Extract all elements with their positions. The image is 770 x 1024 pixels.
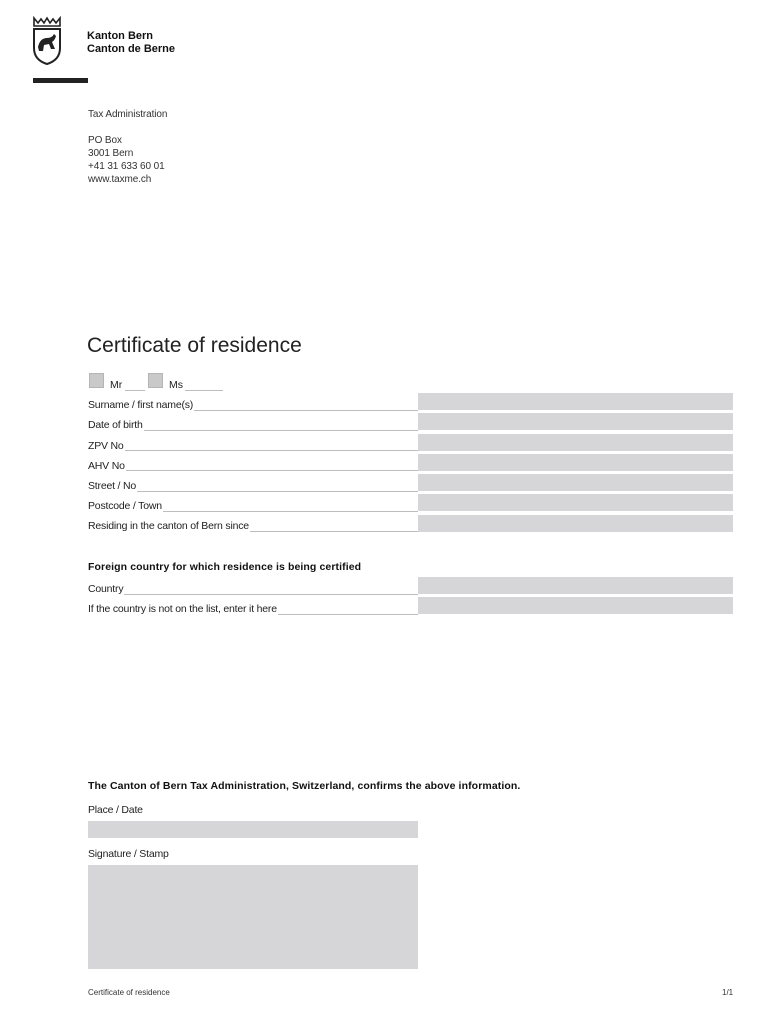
bern-bear-crest-icon [31, 16, 63, 66]
surname-input[interactable] [418, 393, 733, 410]
footer-document-name: Certificate of residence [88, 988, 170, 997]
place-date-input[interactable] [88, 821, 418, 838]
field-rule [88, 594, 418, 595]
place-date-label: Place / Date [88, 804, 143, 816]
street-input[interactable] [418, 474, 733, 491]
ms-underline [185, 390, 223, 391]
phone: +41 31 633 60 01 [88, 161, 165, 172]
canton-name-de: Kanton Bern [87, 30, 153, 42]
mr-checkbox[interactable] [89, 373, 104, 388]
brand-bar [33, 78, 88, 83]
ms-checkbox[interactable] [148, 373, 163, 388]
confirmation-statement: The Canton of Bern Tax Administration, Switzerland, confirms the above information. [88, 780, 521, 792]
department-name: Tax Administration [88, 109, 168, 120]
ahv-no-label: AHV No [88, 460, 125, 472]
street-label: Street / No [88, 480, 136, 492]
website-link[interactable]: www.taxme.ch [88, 174, 152, 185]
ahv-no-input[interactable] [418, 454, 733, 471]
surname-label: Surname / first name(s) [88, 399, 194, 411]
mr-underline [125, 390, 145, 391]
page-title: Certificate of residence [87, 334, 302, 357]
field-rule [88, 450, 418, 451]
signature-stamp-area[interactable] [88, 865, 418, 969]
zpv-no-label: ZPV No [88, 440, 124, 452]
date-of-birth-input[interactable] [418, 413, 733, 430]
canton-name-fr: Canton de Berne [87, 43, 176, 55]
city: 3001 Bern [88, 148, 134, 159]
other-country-label: If the country is not on the list, enter it here [88, 603, 277, 615]
po-box: PO Box [88, 135, 122, 146]
ms-label: Ms [169, 379, 183, 391]
country-label: Country [88, 583, 124, 595]
date-of-birth-label: Date of birth [88, 419, 143, 431]
residing-since-label: Residing in the canton of Bern since [88, 520, 249, 532]
residing-since-input[interactable] [418, 515, 733, 532]
postcode-town-input[interactable] [418, 494, 733, 511]
zpv-no-input[interactable] [418, 434, 733, 451]
signature-label: Signature / Stamp [88, 848, 169, 860]
country-select[interactable] [418, 577, 733, 594]
page-number: 1/1 [722, 988, 734, 997]
field-rule [88, 491, 418, 492]
other-country-input[interactable] [418, 597, 733, 614]
postcode-town-label: Postcode / Town [88, 500, 162, 512]
mr-label: Mr [110, 379, 123, 391]
field-rule [88, 470, 418, 471]
foreign-country-heading: Foreign country for which residence is being certified [88, 561, 362, 573]
